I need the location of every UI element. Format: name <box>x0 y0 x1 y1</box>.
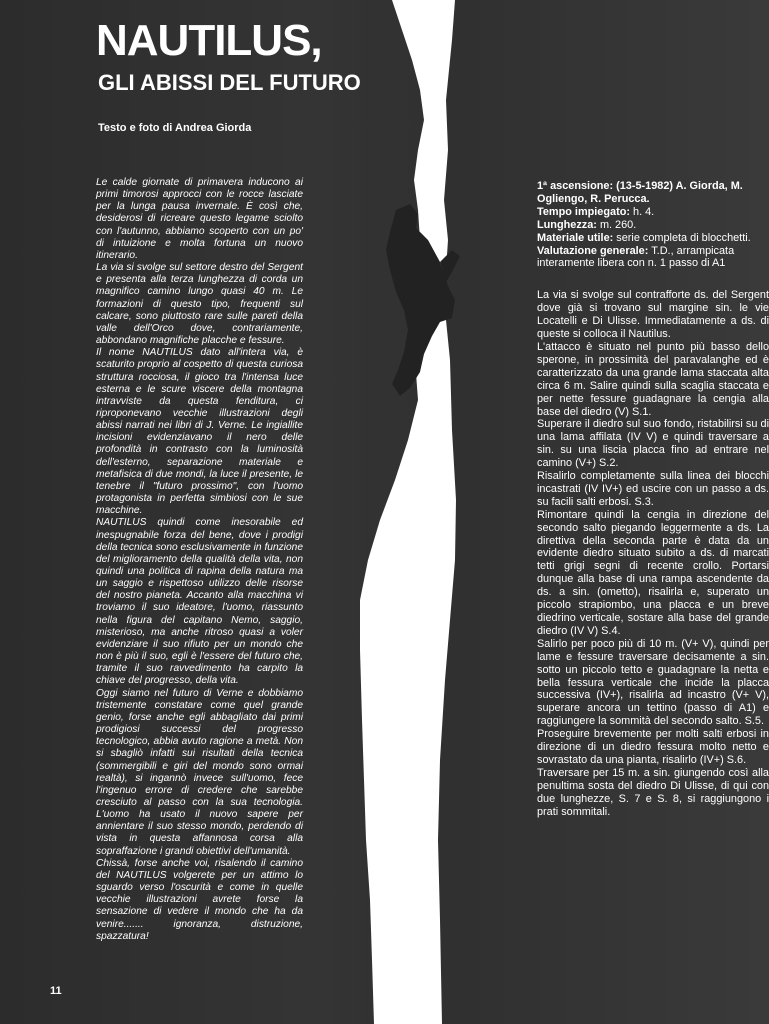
page-subtitle: GLI ABISSI DEL FUTURO <box>98 70 361 95</box>
route-paragraph: Rimontare quindi la cengia in direzione del secondo salto piegando leggermente a ds. La direttiva della seconda parte è data da un evidente diedro situato subito a ds. di marcati tetti grigi segni di recente crollo. Portarsi dunque alla base di una rampa ascendente da ds. a sin. (ometto), risalirla e, superato un piccolo strapiombo, una placca e un breve diedrino verticale, sostare alla base del grande diedro (IV V) S.4. <box>537 508 769 637</box>
byline: Testo e foto di Andrea Giorda <box>98 122 252 134</box>
page-title: NAUTILUS, <box>96 16 322 65</box>
time-value: h. 4. <box>633 205 655 218</box>
rating-value: T.D., arrampicata interamente libera con n. 1 passo di A1 <box>537 244 735 270</box>
time-label: Tempo impiegato: <box>537 205 630 218</box>
rating-label: Valutazione generale: <box>537 244 649 257</box>
route-paragraph: L'attacco è situato nel punto più basso dello sperone, in prossimità del paravalanghe ed è caratterizzato da una grande lama staccata alta circa 6 m. Salire quindi sulla scaglia staccata e per nette fessure guadagnare la cengia alla base del diedro (V) S.1. <box>537 340 769 418</box>
article-paragraph: La via si svolge sul settore destro del Sergent e presenta alla terza lunghezza di corda un magnifico camino lungo quasi 40 m. Le formazioni di questo tipo, frequenti sul calcare, sono piuttosto rare sulle pareti della valle dell'Orco dove, contrariamente, abbondano magnifiche placche e fessure. <box>96 262 303 347</box>
length-label: Lunghezza: <box>537 218 597 231</box>
route-info-column <box>537 180 769 819</box>
route-paragraph: Salirlo per poco più di 10 m. (V+ V), quindi per lame e fessure traversare decisamente a sin. sotto un piccolo tetto e guadagnare la netta e bella fessura verticale che incide la placca successiva (IV+), risalirla ad incastro (V+ V), superare ancora un tettino (passo di A1) e raggiungere la sommità del secondo salto. S.5. <box>537 637 769 728</box>
time-line <box>537 206 769 219</box>
article-text-column <box>96 177 303 943</box>
article-paragraph: Chissà, forse anche voi, risalendo il camino del NAUTILUS volgerete per un attimo lo sguardo verso l'oscurità e come in quelle vecchie illustrazioni avrete forse la sensazione di vedere il mondo che ha da venire....... ignoranza, distruzione, spazzatura! <box>96 857 303 942</box>
first-ascent-label: 1ª ascensione: <box>537 180 614 192</box>
route-paragraph: Traversare per 15 m. a sin. giungendo così alla penultima sosta del diedro Di Ulisse, di qui con due lunghezze, S. 7 e S. 8, si raggiungono i prati sommitali. <box>537 766 769 818</box>
route-technical-data <box>537 180 769 270</box>
page-number: 11 <box>50 985 62 997</box>
length-line <box>537 219 769 232</box>
first-ascent-value: (13-5-1982) A. Giorda, M. Ogliengo, R. Perucca. <box>537 180 743 205</box>
material-line <box>537 232 769 245</box>
rating-line <box>537 245 769 271</box>
article-paragraph: Le calde giornate di primavera inducono ai primi timorosi approcci con le rocce lasciate per la lunga pausa invernale. È così che, desiderosi di ricreare questo legame sciolto con l'autunno, abbiamo scoperto con un po' di intuizione e molta fortuna un nuovo itinerario. <box>96 177 303 261</box>
route-description <box>537 289 769 818</box>
route-paragraph: Superare il diedro sul suo fondo, ristabilirsi su di una lama affilata (IV V) e quindi traversare a sin. su una liscia placca fino ad entrare nel camino (V+) S.2. <box>537 418 769 470</box>
article-paragraph: NAUTILUS quindi come inesorabile ed inespugnabile forza del bene, dove i prodigi della tecnica sono esclusivamente in funzione del miglioramento della qualità della vita, non quindi una politica di rapina della natura ma un saggio e rispettoso utilizzo delle risorse del nostro pianeta. Accanto alla macchina vi troviamo il suo ideatore, l'uomo, riassunto nella figura del capitano Nemo, saggio, misterioso, ma anche ritroso quasi a voler evidenziare il suo rifiuto per un mondo che non è più il suo, egli è l'essere del futuro che, tramite il suo ravvedimento ha carpito la chiave del progresso, della vita. <box>96 517 303 687</box>
length-value: m. 260. <box>599 218 637 231</box>
crack-light <box>360 0 456 1024</box>
material-label: Materiale utile: <box>537 231 614 244</box>
material-value: serie completa di blocchetti. <box>616 231 751 244</box>
route-paragraph: La via si svolge sul contrafforte ds. del Sergent dove già si trovano sul margine sin. le vie Locatelli e Di Ulisse. Immediatamente a ds. di queste si colloca il Nautilus. <box>537 289 769 341</box>
article-paragraph: Oggi siamo nel futuro di Verne e dobbiamo tristemente constatare come quel grande genio, forse anche egli abbagliato dai primi prodigiosi successi del progresso tecnologico, abbia avuto ragione a metà. Non si sbagliò infatti sui risultati della tecnica (sommergibili e giri del mondo sono ormai realtà), si ingannò invece sull'uomo, fece l'ingenuo errore di credere che sarebbe cresciuto al passo con la sua tecnologia. L'uomo ha usato il nuovo sapere per annientare il suo stesso mondo, perdendo di vista in questa affannosa corsa alla sopraffazione i grandi obiettivi dell'umanità. <box>96 687 303 857</box>
article-paragraph: Il nome NAUTILUS dato all'intera via, è scaturito proprio al cospetto di questa curiosa struttura rocciosa, il gioco tra l'intensa luce esterna e le scure viscere della montagna intravviste da questa fenditura, ci riproponevano vecchie illustrazioni degli abissi narrati nei libri di J. Verne. Le ingiallite incisioni evidenziavano il nero delle profondità in contrasto con la luminosità dell'esterno, separazione materiale e metafisica di due mondi, la luce il presente, le tenebre il "futuro prossimo", con l'uomo protagonista in perfetta simbiosi con le sue macchine. <box>96 347 303 517</box>
route-paragraph: Proseguire brevemente per molti salti erbosi in direzione di un diedro fessura molto netto e sovrastato da una pianta, risalirlo (IV+) S.6. <box>537 728 769 766</box>
first-ascent-line <box>537 180 769 206</box>
route-paragraph: Risalirlo completamente sulla linea dei blocchi incastrati (IV IV+) ed uscire con un passo a ds. su facili salti erbosi. S.3. <box>537 470 769 508</box>
